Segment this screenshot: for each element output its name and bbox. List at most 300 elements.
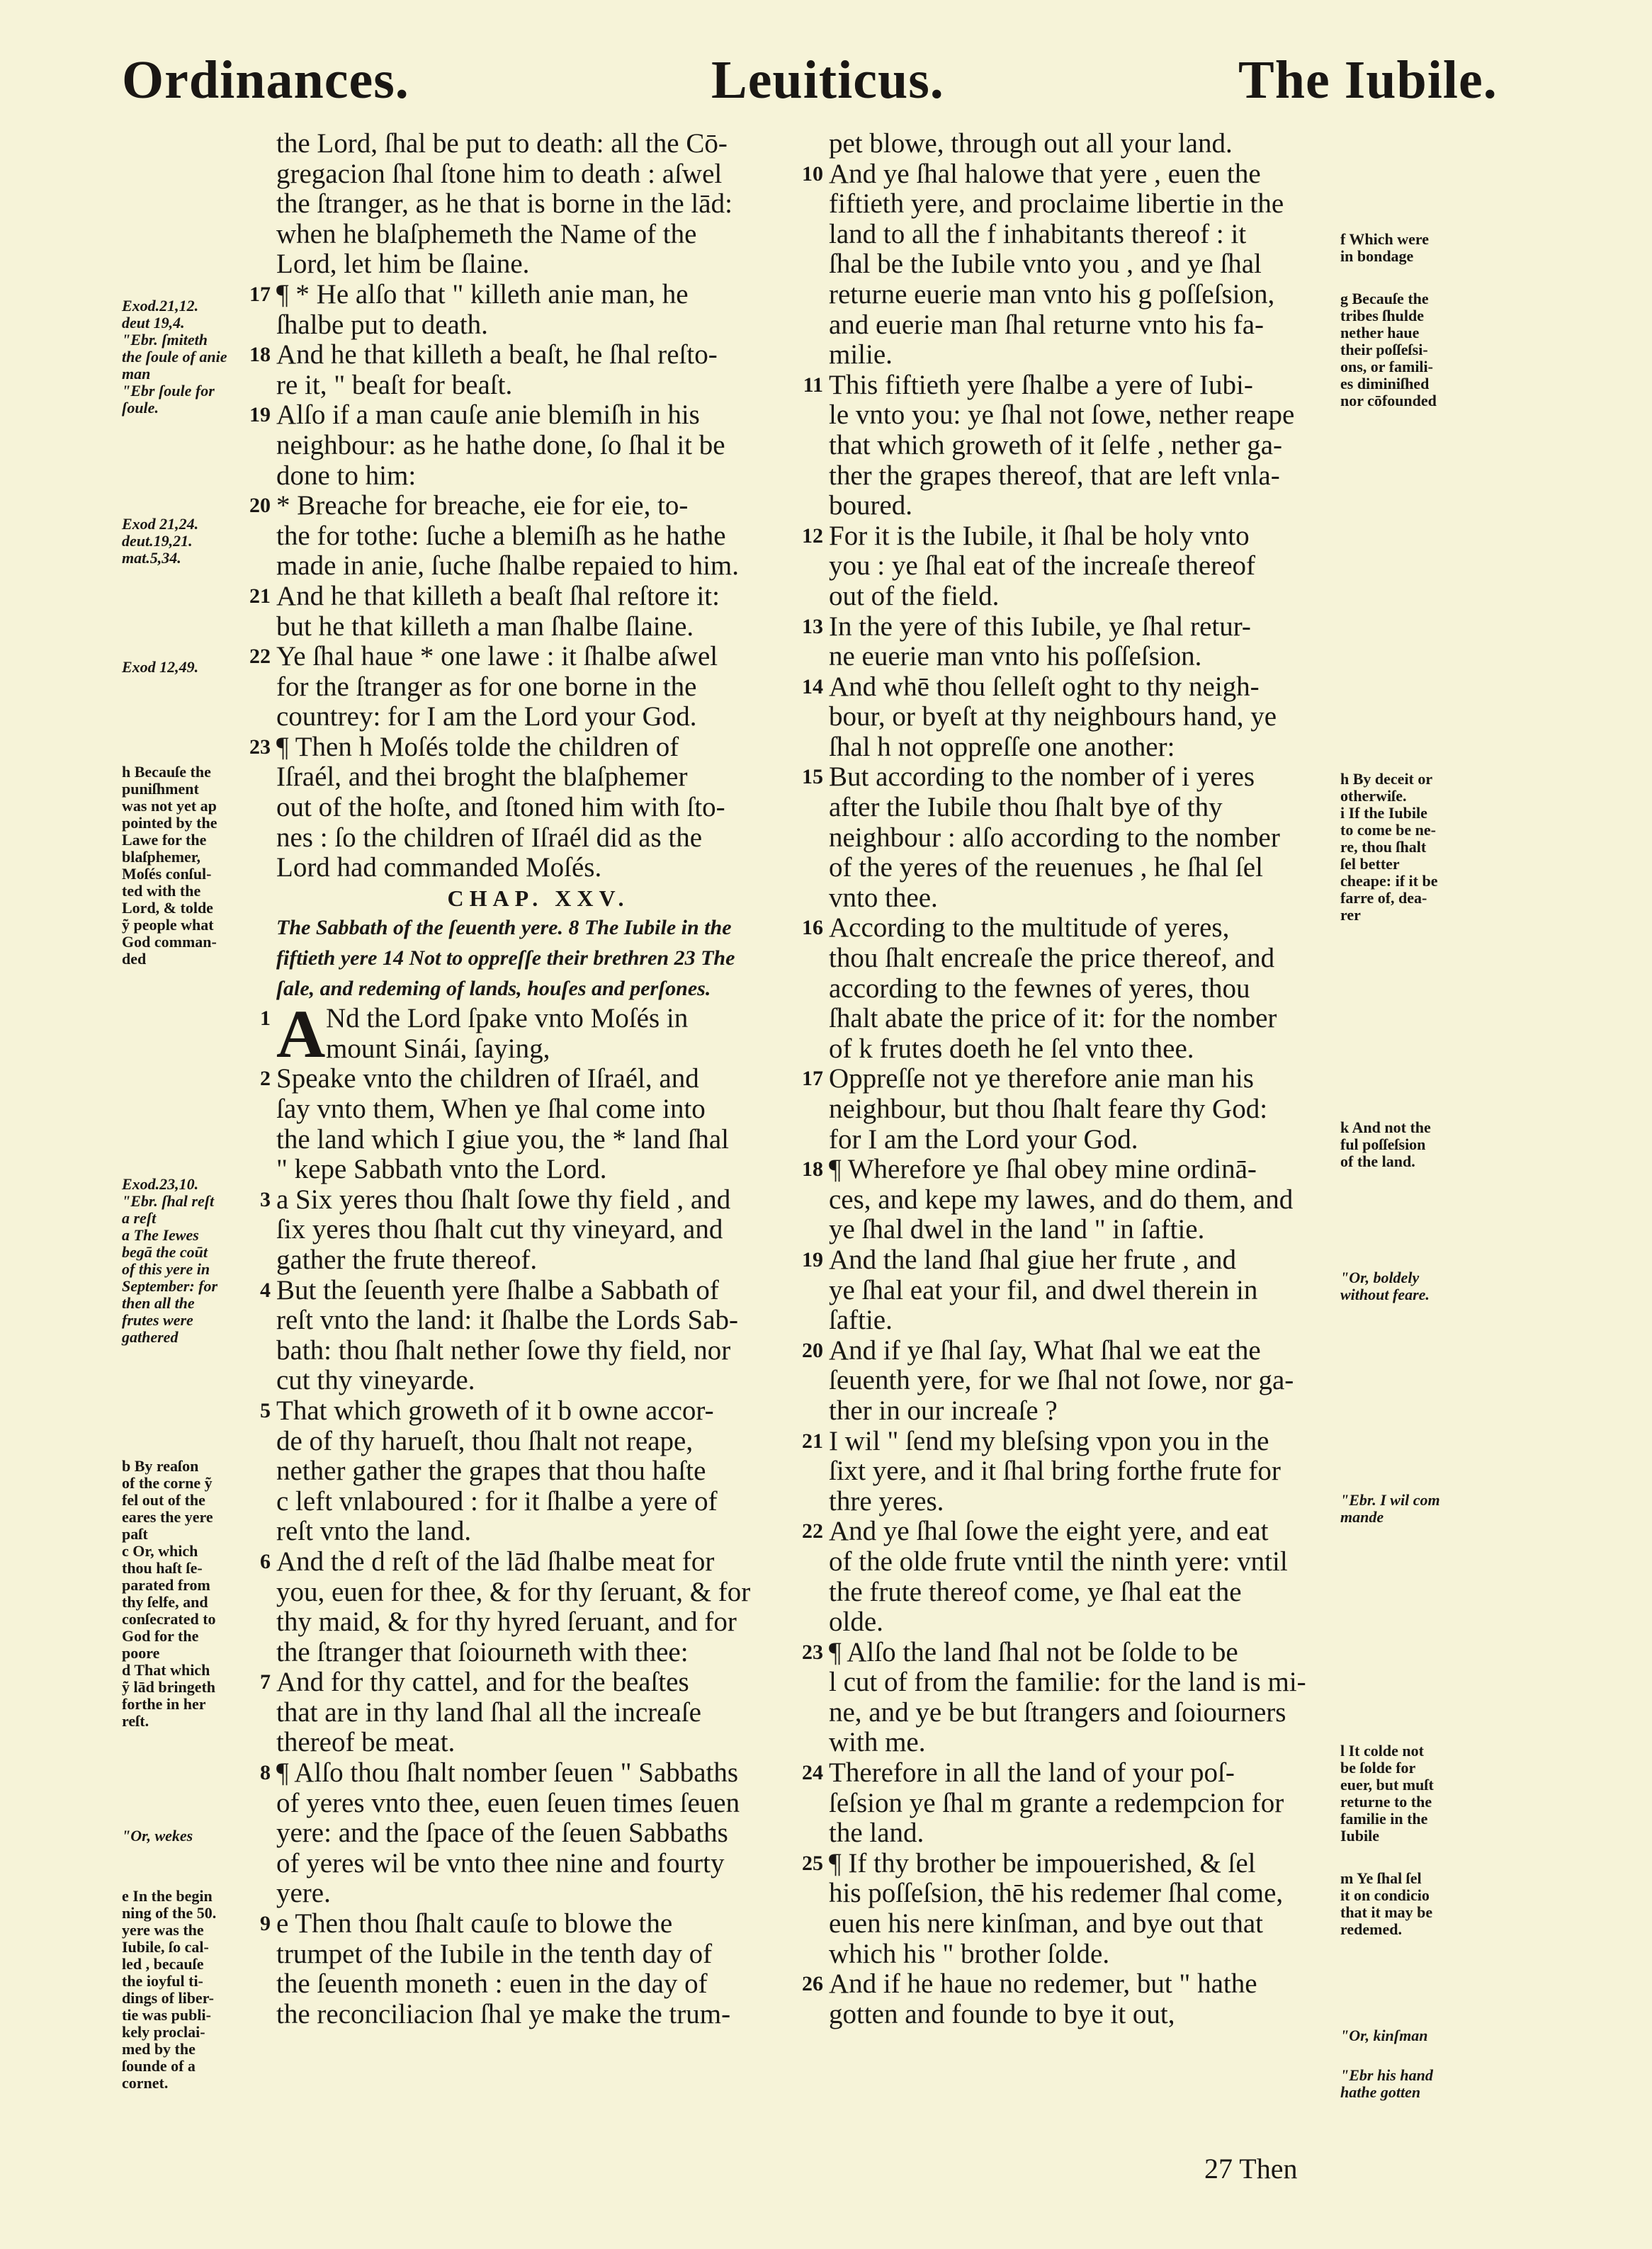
text-line — [802, 1757, 1353, 1789]
line-text: milie. — [829, 339, 893, 370]
line-text: reſt vnto the land: it ſhalbe the Lords Sab- — [276, 1305, 739, 1336]
text-line — [249, 641, 800, 672]
text-line — [829, 1879, 1353, 1909]
line-text: you, euen for thee, & for thy ſeruant, & for — [276, 1576, 751, 1607]
text-line — [276, 853, 800, 883]
text-line — [276, 1879, 800, 1909]
text-line — [829, 1004, 1353, 1034]
verse-number: 20 — [249, 494, 271, 518]
text-line — [802, 1154, 1353, 1185]
line-text: ne, and ye be but ſtrangers and ſoiourners — [829, 1696, 1286, 1728]
line-text: ¶ Alſo the land ſhal not be ſolde to be — [829, 1636, 1238, 1667]
line-text: of the olde frute vntil the ninth yere: vntil — [829, 1546, 1288, 1577]
line-text: vnto thee. — [829, 882, 938, 913]
verse-number: 22 — [802, 1519, 823, 1543]
text-line — [829, 461, 1353, 492]
text-line — [829, 642, 1353, 672]
line-text: yere: and the ſpace of the ſeuen Sabbaths — [276, 1818, 728, 1849]
text-line — [276, 1456, 800, 1487]
line-text: out of the field. — [829, 580, 1000, 611]
line-text: ther the grapes thereof, that are left vnla- — [829, 460, 1280, 491]
line-text: the land. — [829, 1818, 924, 1849]
line-text: For it is the Iubile, it ſhal be holy vnto — [829, 520, 1250, 551]
text-line — [260, 1395, 800, 1427]
text-line — [829, 853, 1353, 883]
text-line — [802, 1636, 1353, 1668]
left-text-column — [249, 128, 800, 2029]
text-line — [829, 1305, 1353, 1336]
text-line — [802, 611, 1353, 642]
text-line — [276, 189, 800, 220]
line-text: Lord, let him be ſlaine. — [276, 249, 530, 280]
text-line — [802, 1063, 1353, 1094]
verse-number: 14 — [802, 674, 823, 698]
line-text: And whē thou ſelleſt oght to thy neigh- — [829, 671, 1260, 702]
line-text: Speake vnto the children of Iſraél, and — [276, 1063, 699, 1094]
line-text: le vnto you: ye ſhal not ſowe, nether reape — [829, 400, 1295, 431]
text-line — [276, 1638, 800, 1668]
verse-number: 18 — [249, 343, 271, 367]
verse-number: 21 — [249, 584, 271, 608]
header-book-title: Leuiticus. — [711, 50, 944, 110]
right-margin-note: f Which were in bondage — [1340, 230, 1430, 265]
right-margin-note: l It colde not be ſolde for euer, but muſt returne to the familie in the Iubile — [1340, 1742, 1434, 1845]
text-line — [829, 1456, 1353, 1487]
text-line — [829, 431, 1353, 461]
line-text: ces, and kepe my lawes, and do them, and — [829, 1184, 1294, 1215]
text-line — [829, 1909, 1353, 1939]
verse-number: 3 — [260, 1187, 271, 1211]
line-text: And for thy cattel, and for the beaſtes — [276, 1667, 689, 1698]
text-line — [829, 1698, 1353, 1728]
text-line — [829, 491, 1353, 521]
text-line — [802, 158, 1353, 190]
text-line — [260, 1908, 800, 1939]
text-line — [802, 520, 1353, 552]
line-text: * Breache for breache, eie for eie, to- — [276, 490, 689, 521]
verse-number: 4 — [260, 1278, 271, 1302]
verse-number: 19 — [249, 403, 271, 427]
line-text: of yeres vnto thee, euen ſeuen times ſeuen — [276, 1787, 740, 1818]
text-line — [802, 912, 1353, 944]
text-line — [276, 1849, 800, 1879]
line-text: gregacion ſhal ſtone him to death : aſwel — [276, 158, 723, 189]
line-text: And if he haue no redemer, but " hathe — [829, 1968, 1257, 2000]
header-right-title: The Iubile. — [1238, 50, 1498, 110]
text-line — [276, 1305, 800, 1336]
line-text: Ye ſhal haue * one lawe : it ſhalbe aſwel — [276, 641, 718, 672]
line-text: ne euerie man vnto his poſſeſsion. — [829, 641, 1202, 672]
right-margin-note: "Ebr his hand hathe gotten — [1340, 2066, 1433, 2101]
text-line — [276, 159, 800, 190]
line-text: thereof be meat. — [276, 1727, 456, 1758]
line-text: bour, or byeſt at thy neighbours hand, ye — [829, 701, 1277, 732]
drop-capital: A — [276, 996, 326, 1072]
line-text: This fiftieth yere ſhalbe a yere of Iubi- — [829, 369, 1253, 400]
text-line — [276, 1094, 800, 1125]
text-line — [276, 793, 800, 823]
text-line — [276, 1607, 800, 1638]
line-text: ſhal h not oppreſſe one another: — [829, 731, 1175, 762]
right-margin-note: m Ye ſhal ſel it on condicio that it may be redemed. — [1340, 1869, 1433, 1938]
line-text: done to him: — [276, 460, 417, 491]
verse-number: 16 — [802, 916, 823, 940]
verse-number: 25 — [802, 1851, 823, 1875]
text-line — [829, 702, 1353, 732]
line-text: mount Sinái, ſaying, — [326, 1033, 550, 1064]
text-line — [829, 1366, 1353, 1396]
line-text: of k frutes doeth he ſel vnto thee. — [829, 1033, 1194, 1064]
text-line — [829, 732, 1353, 763]
line-text: countrey: for I am the Lord your God. — [276, 701, 697, 732]
text-line — [260, 1184, 800, 1216]
line-text: ſaftie. — [829, 1305, 893, 1336]
text-line — [276, 1818, 800, 1849]
verse-number: 18 — [802, 1157, 823, 1182]
line-text: the reconciliacion ſhal ye make the trum- — [276, 1998, 731, 2029]
line-text: And ye ſhal ſowe the eight yere, and eat — [829, 1516, 1269, 1547]
line-text: Lord had commanded Moſés. — [276, 852, 602, 883]
line-text: yere. — [276, 1878, 331, 1909]
line-text: bath: thou ſhalt nether ſowe thy field, nor — [276, 1335, 731, 1366]
text-line — [276, 702, 800, 732]
verse-number: 22 — [249, 645, 271, 669]
text-line — [276, 1366, 800, 1396]
text-line — [829, 220, 1353, 250]
text-line — [249, 400, 800, 431]
text-line — [276, 612, 800, 642]
right-margin-note: k And not the ful poſſeſsion of the land. — [1340, 1118, 1431, 1170]
verse-number: 5 — [260, 1398, 271, 1422]
verse-number: 12 — [802, 523, 823, 548]
right-margin-note: "Ebr. I wil com mande — [1340, 1491, 1440, 1526]
verse-number: 23 — [802, 1640, 823, 1664]
text-line — [802, 1335, 1353, 1366]
text-line — [276, 521, 800, 552]
text-line — [829, 974, 1353, 1004]
line-text: ¶ * He alſo that " killeth anie man, he — [276, 278, 689, 310]
line-text: And ye ſhal halowe that yere , euen the — [829, 158, 1261, 189]
line-text: neighbour: as he hathe done, ſo ſhal it be — [276, 429, 725, 460]
line-text: you : ye ſhal eat of the increaſe thereof — [829, 550, 1256, 582]
text-line — [276, 1215, 800, 1245]
text-line — [276, 1789, 800, 1819]
line-text: thou ſhalt encreaſe the price thereof, and — [829, 943, 1275, 974]
left-margin-note: e In the begin ning of the 50. yere was the Iubile, ſo cal- led , becauſe the ioyful ti- dings of liber- tie was publi- kely proclai- med by the ſounde of a cornet. — [122, 1887, 217, 2092]
text-line — [276, 762, 800, 793]
line-text: out of the hoſte, and ſtoned him with ſto- — [276, 792, 725, 823]
chapter-summary-line: The Sabbath of the ſeuenth yere. 8 The Iubile in the — [276, 916, 732, 940]
text-line — [829, 1939, 1353, 1970]
text-line — [829, 1547, 1353, 1577]
line-text: ſeuenth yere, for we ſhal not ſowe, nor ga- — [829, 1365, 1294, 1396]
line-text: when he blaſphemeth the Name of the — [276, 218, 697, 249]
verse-number: 15 — [802, 765, 823, 789]
line-text: of yeres wil be vnto thee nine and fourty — [276, 1847, 725, 1879]
text-line — [802, 1516, 1353, 1547]
line-text: Nd the Lord ſpake vnto Moſés in — [326, 1003, 689, 1034]
text-line — [829, 1667, 1353, 1698]
line-text: cut thy vineyarde. — [276, 1365, 475, 1396]
line-text: ſix yeres thou ſhalt cut thy vineyard, and — [276, 1214, 723, 1245]
catchword: 27 Then — [1204, 2153, 1298, 2185]
text-line — [829, 582, 1353, 612]
left-margin-note: h Becauſe the puniſhment was not yet ap pointed by the Lawe for the blaſphemer, Moſés conſul- ted with the Lord, & tolde ỹ people what God comman- ded — [122, 763, 217, 968]
left-margin-note: Exod 12,49. — [122, 658, 199, 676]
line-text: ¶ Wherefore ye ſhal obey mine ordinā- — [829, 1154, 1257, 1185]
line-text: " kepe Sabbath vnto the Lord. — [276, 1154, 607, 1185]
text-line — [829, 129, 1353, 159]
text-line — [829, 1818, 1353, 1849]
text-line — [802, 1968, 1353, 2000]
text-line — [829, 1215, 1353, 1245]
line-text: his poſſeſsion, thē his redemer ſhal come, — [829, 1878, 1284, 1909]
verse-number: 19 — [802, 1247, 823, 1271]
line-text: And he that killeth a beaſt, he ſhal reſto- — [276, 339, 718, 370]
line-text: ſeſsion ye ſhal m grante a redempcion for — [829, 1787, 1284, 1818]
text-line — [276, 1517, 800, 1547]
text-line — [249, 580, 800, 612]
line-text: after the Iubile thou ſhalt bye of thy — [829, 792, 1223, 823]
line-text: that are in thy land ſhal all the increaſe — [276, 1696, 701, 1728]
line-text: According to the multitude of yeres, — [829, 912, 1230, 944]
text-line — [260, 1274, 800, 1306]
verse-number: 17 — [802, 1067, 823, 1091]
right-margin-note: "Or, kinſman — [1340, 2027, 1428, 2044]
line-text: ſay vnto them, When ye ſhal come into — [276, 1094, 706, 1124]
line-text: olde. — [829, 1607, 883, 1638]
verse-number: 11 — [803, 373, 823, 397]
right-margin-note: "Or, boldely without feare. — [1340, 1269, 1430, 1303]
text-line — [802, 1425, 1353, 1457]
text-line — [829, 310, 1353, 341]
line-text: And if ye ſhal ſay, What ſhal we eat the — [829, 1335, 1261, 1366]
text-line — [829, 1487, 1353, 1517]
right-margin-note: g Becauſe the tribes ſhulde nether haue their poſſeſsi- ons, or famili- es diminiſhed nor cōfounded — [1340, 290, 1437, 409]
line-text: Iſraél, and thei broght the blaſphemer — [276, 761, 688, 793]
line-text: fiftieth yere, and proclaime libertie in the — [829, 188, 1284, 220]
left-margin-note: Exod.21,12. deut 19,4. "Ebr. ſmiteth the ſoule of anie man "Ebr ſoule for ſoule. — [122, 297, 227, 417]
line-text: c left vnlaboured : for it ſhalbe a yere of — [276, 1485, 718, 1517]
line-text: the ſtranger that ſoiourneth with thee: — [276, 1636, 689, 1667]
verse-number: 9 — [260, 1912, 271, 1936]
line-text: the Lord, ſhal be put to death: all the Cō- — [276, 128, 728, 159]
verse-number: 2 — [260, 1067, 271, 1091]
line-text: the ſeuenth moneth : euen in the day of — [276, 1968, 708, 2000]
text-line — [829, 2000, 1353, 2030]
line-text: neighbour : alſo according to the nomber — [829, 822, 1280, 853]
text-line — [260, 1063, 800, 1094]
text-line — [829, 551, 1353, 582]
text-line — [276, 1969, 800, 2000]
text-line — [276, 370, 800, 401]
line-text: l cut of from the familie: for the land is mi- — [829, 1667, 1306, 1698]
line-text: reſt vnto the land. — [276, 1516, 472, 1547]
line-text: But the ſeuenth yere ſhalbe a Sabbath of — [276, 1274, 719, 1305]
text-line — [276, 1155, 800, 1185]
text-line — [249, 731, 800, 763]
line-text: And he that killeth a beaſt ſhal reſtore it: — [276, 580, 720, 611]
line-text: neighbour, but thou ſhalt feare thy God: — [829, 1094, 1268, 1124]
verse-number: 1 — [260, 1007, 271, 1031]
text-line — [276, 1487, 800, 1517]
verse-number: 17 — [249, 282, 271, 306]
text-line — [249, 278, 800, 310]
text-line — [276, 672, 800, 703]
line-text: Therefore in all the land of your poſ- — [829, 1757, 1235, 1789]
text-line — [829, 1094, 1353, 1125]
right-text-column — [802, 128, 1353, 2029]
text-line — [803, 369, 1353, 401]
text-line — [276, 1034, 800, 1065]
line-text: ye ſhal eat your fil, and dwel therein in — [829, 1274, 1258, 1305]
text-line — [802, 761, 1353, 793]
verse-number: 13 — [802, 614, 823, 638]
text-line — [829, 1396, 1353, 1427]
text-line — [829, 1607, 1353, 1638]
verse-number: 20 — [802, 1338, 823, 1362]
line-text: the ſtranger, as he that is borne in the lād: — [276, 188, 732, 220]
text-line — [829, 883, 1353, 914]
line-text: gotten and founde to bye it out, — [829, 1998, 1175, 2029]
line-text: boured. — [829, 490, 913, 521]
text-line — [829, 249, 1353, 280]
text-line — [276, 220, 800, 250]
line-text: Alſo if a man cauſe anie blemiſh in his — [276, 400, 700, 431]
line-text: according to the fewnes of yeres, thou — [829, 973, 1250, 1004]
line-text: re it, " beaſt for beaſt. — [276, 369, 513, 400]
text-line — [276, 431, 800, 461]
line-text: land to all the f inhabitants thereof : it — [829, 218, 1247, 249]
header-left-title: Ordinances. — [122, 50, 409, 110]
verse-number: 10 — [802, 162, 823, 186]
line-text: ſhalt abate the price of it: for the nomber — [829, 1003, 1277, 1034]
line-text: And the land ſhal giue her frute , and — [829, 1244, 1237, 1275]
text-line — [276, 1698, 800, 1728]
line-text: ¶ If thy brother be impouerished, & ſel — [829, 1847, 1256, 1879]
right-margin-note: h By deceit or otherwiſe. i If the Iubile to come be ne- re, thou ſhalt ſel better cheape: if it be farre of, dea- rer — [1340, 770, 1438, 924]
line-text: for I am the Lord your God. — [829, 1123, 1138, 1155]
text-line — [829, 280, 1353, 310]
line-text: and euerie man ſhal returne vnto his fa- — [829, 309, 1265, 340]
text-line — [829, 823, 1353, 854]
line-text: of the yeres of the reuenues , he ſhal ſel — [829, 852, 1263, 883]
line-text: And the d reſt of the lād ſhalbe meat for — [276, 1546, 715, 1577]
line-text: made in anie, ſuche ſhalbe repaied to him. — [276, 550, 740, 582]
text-line — [276, 1577, 800, 1608]
text-line — [829, 793, 1353, 823]
text-line — [276, 1125, 800, 1155]
line-text: Oppreſſe not ye therefore anie man his — [829, 1063, 1254, 1094]
verse-number: 26 — [802, 1972, 823, 1996]
line-text: which his " brother ſolde. — [829, 1938, 1110, 1969]
verse-number: 24 — [802, 1761, 823, 1785]
line-text: In the yere of this Iubile, ye ſhal retur- — [829, 611, 1251, 642]
line-text: the frute thereof come, ye ſhal eat the — [829, 1576, 1242, 1607]
text-line — [802, 1244, 1353, 1276]
text-line — [260, 1757, 800, 1789]
line-text: pet blowe, through out all your land. — [829, 128, 1233, 159]
line-text: ſixt yere, and it ſhal bring forthe frute for — [829, 1456, 1281, 1487]
line-text: trumpet of the Iubile in the tenth day of — [276, 1938, 713, 1969]
text-line — [276, 1245, 800, 1276]
text-line — [276, 1728, 800, 1758]
line-text: the land which I giue you, the * land ſhal — [276, 1123, 730, 1155]
text-line — [276, 129, 800, 159]
line-text: ¶ Then h Moſés tolde the children of — [276, 731, 679, 762]
line-text: ¶ Alſo thou ſhalt nomber ſeuen " Sabbaths — [276, 1757, 739, 1789]
line-text: I wil " ſend my bleſsing vpon you in the — [829, 1425, 1269, 1456]
text-line — [276, 1336, 800, 1366]
chapter-heading: CHAP. XXV. — [447, 885, 630, 911]
text-line — [276, 2000, 800, 2030]
line-text: thy maid, & for thy hyred ſeruant, and for — [276, 1607, 737, 1638]
text-line — [260, 1667, 800, 1698]
line-text: But according to the nomber of i yeres — [829, 761, 1255, 793]
left-margin-note: Exod.23,10. "Ebr. ſhal reſt a reſt a The Iewes begā the coūt of this yere in September: for then all the frutes were gathered — [122, 1175, 218, 1346]
line-text: for the ſtranger as for one borne in the — [276, 671, 697, 702]
text-line — [829, 400, 1353, 431]
line-text: the for tothe: ſuche a blemiſh as he hathe — [276, 520, 726, 551]
line-text: gather the frute thereof. — [276, 1244, 538, 1275]
text-line — [276, 461, 800, 492]
text-line — [829, 1728, 1353, 1758]
line-text: nes : ſo the children of Iſraél did as the — [276, 822, 703, 853]
verse-number: 7 — [260, 1670, 271, 1694]
verse-number: 21 — [802, 1429, 823, 1453]
text-line — [829, 189, 1353, 220]
text-line — [276, 551, 800, 582]
line-text: but he that killeth a man ſhalbe ſlaine. — [276, 611, 694, 642]
text-line — [260, 1546, 800, 1577]
text-line — [829, 944, 1353, 974]
line-text: ſhalbe put to death. — [276, 309, 488, 340]
line-text: ſhal be the Iubile vnto you , and ye ſhal — [829, 249, 1262, 280]
text-line — [249, 490, 800, 521]
left-margin-note: Exod 21,24. deut.19,21. mat.5,34. — [122, 515, 199, 567]
line-text: That which groweth of it b owne accor- — [276, 1395, 714, 1426]
text-line — [829, 1034, 1353, 1065]
chapter-summary-line: fiftieth yere 14 Not to oppreſſe their brethren 23 The — [276, 946, 735, 970]
text-line — [276, 1427, 800, 1457]
verse-number: 6 — [260, 1549, 271, 1573]
line-text: a Six yeres thou ſhalt ſowe thy field , and — [276, 1184, 731, 1215]
text-line — [276, 1939, 800, 1970]
text-line — [276, 310, 800, 341]
line-text: euen his nere kinſman, and bye out that — [829, 1908, 1263, 1939]
text-line — [802, 671, 1353, 703]
verse-number: 23 — [249, 735, 271, 759]
chapter-summary-line: ſale, and redeming of lands, houſes and perſones. — [276, 976, 711, 1000]
verse-number: 8 — [260, 1761, 271, 1785]
line-text: e Then thou ſhalt cauſe to blowe the — [276, 1908, 673, 1939]
text-line — [829, 1125, 1353, 1155]
text-line — [276, 249, 800, 280]
left-margin-note: "Or, wekes — [122, 1827, 193, 1845]
text-line — [249, 339, 800, 370]
line-text: returne euerie man vnto his g poſſeſsion, — [829, 278, 1275, 310]
line-text: ther in our increaſe ? — [829, 1395, 1058, 1426]
line-text: thre yeres. — [829, 1485, 944, 1517]
text-line — [829, 1276, 1353, 1306]
text-line — [829, 340, 1353, 370]
line-text: with me. — [829, 1727, 926, 1758]
text-line — [802, 1847, 1353, 1879]
text-line — [276, 823, 800, 854]
running-header — [0, 50, 1652, 128]
line-text: that which groweth of it ſelfe , nether ga- — [829, 429, 1283, 460]
text-line — [829, 1185, 1353, 1216]
